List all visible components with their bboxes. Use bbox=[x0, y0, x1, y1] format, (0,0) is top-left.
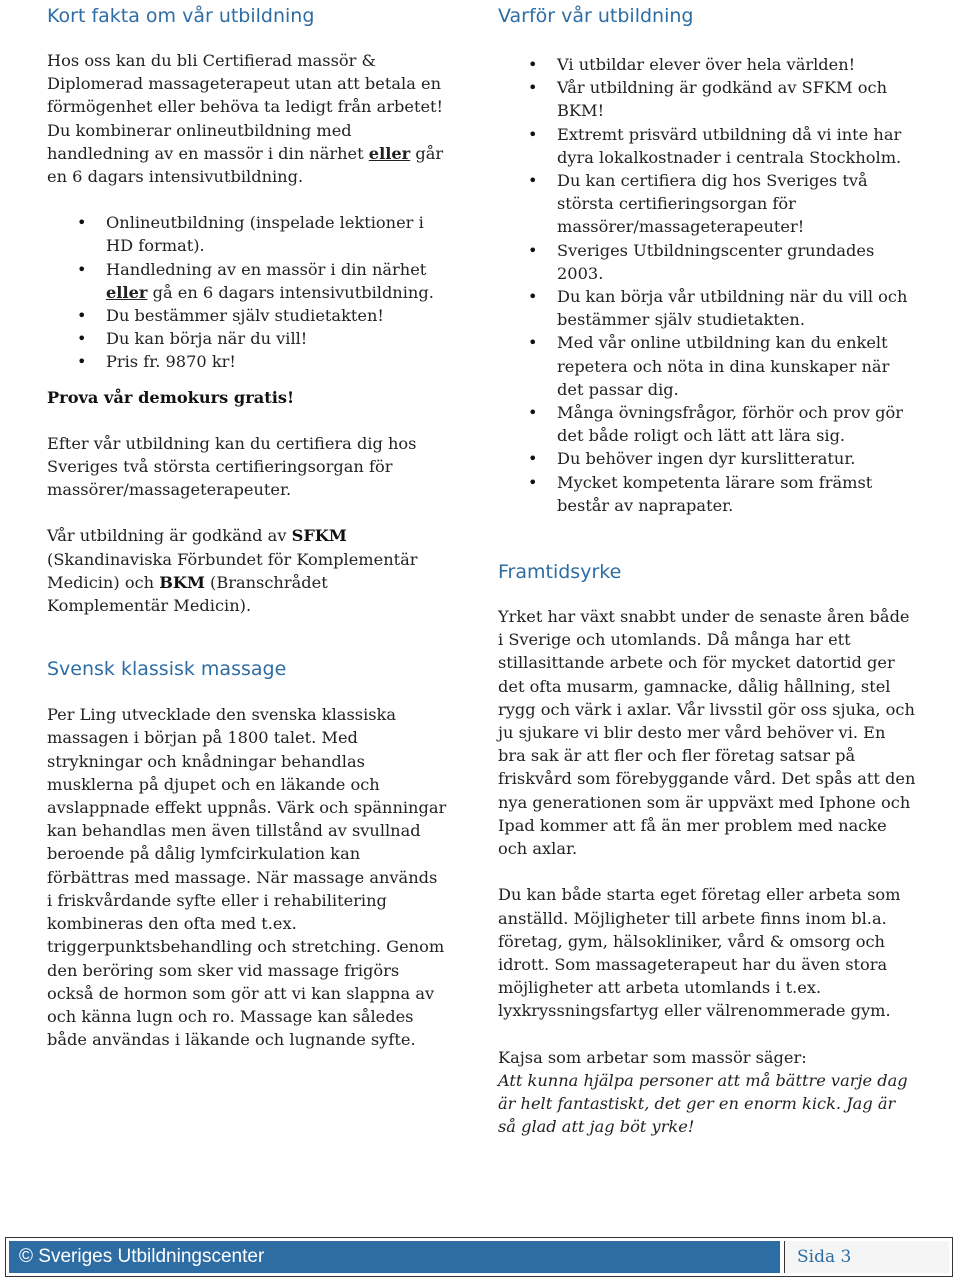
reasons-list bbox=[498, 53, 918, 517]
list-item: • Många övningsfrågor, förhör och prov gör det både roligt och lätt att lära sig. bbox=[498, 401, 918, 447]
list-item: • Du kan börja när du vill! bbox=[47, 327, 447, 350]
footer-copyright: © Sveriges Utbildningscenter bbox=[9, 1241, 780, 1273]
list-item: • Pris fr. 9870 kr! bbox=[47, 350, 447, 373]
massage-paragraph: Per Ling utvecklade den svenska klassiska massagen i början på 1800 talet. Med strykningar och knådningar behandlas musklerna på djupet och en läkande och avslappnade effekt uppnås. Värk och spänningar kan behandlas men även tillstånd av svullnad beroende på dålig lymfcirkulation kan förbättras med massage. När massage används i friskvårdande syfte eller i rehabilitering kombineras den ofta med t.ex. triggerpunktsbehandling och stretching. Genom den beröring som sker vid massage frigörs också de hormon som gör att vi kan slappna av och känna lugn och ro. Massage kan således både användas i läkande och lugnande syfte. bbox=[47, 705, 447, 1050]
page-footer bbox=[5, 1237, 953, 1277]
list-item: • Med vår online utbildning kan du enkelt repetera och nöta in dina kunskaper när det passar dig. bbox=[498, 331, 918, 401]
intro-eller: eller bbox=[368, 143, 411, 163]
list-item: • Extremt prisvärd utbildning då vi inte har dyra lokalkostnader i centrala Stockholm. bbox=[498, 123, 918, 169]
list-item: • Du kan certifiera dig hos Sveriges två största certifieringsorgan för massörer/massageterapeuter! bbox=[498, 169, 918, 239]
list-item: • Du kan börja vår utbildning när du vill och bestämmer själv studietakten. bbox=[498, 285, 918, 331]
list-item: • Vår utbildning är godkänd av SFKM och BKM! bbox=[498, 76, 918, 122]
testimonial-quote: Att kunna hjälpa personer att må bättre varje dag är helt fantastiskt, det ger en enorm kick. Jag är så glad att jag böt yrke! bbox=[498, 1070, 908, 1137]
future-paragraph-2: Du kan både starta eget företag eller arbeta som anställd. Möjligheter till arbete finns inom bl.a. företag, gym, hälsokliniker, vård & omsorg och idrott. Som massageterapeut har du även stora möjligheter att arbeta utomlands i t.ex. lyxkryssningsfartyg eller välrenommerade gym. bbox=[498, 885, 901, 1021]
left-column bbox=[47, 0, 447, 1051]
future-paragraph-1: Yrket har växt snabbt under de senaste åren både i Sverige och utomlands. Då många har ett stillasittande arbete och för mycket datortid ger det ofta musarm, gamnacke, dålig hållning, stel rygg och värk i axlar. Vår livsstil gör oss sjuka, och ju sjukare vi blir desto mer vård behöver vi. En bra sak är att fler och fler företag satsar på friskvård som förebyggande vård. Det spås att den nya generationen som är uppväxt med Iphone och Ipad kommer att få än mer problem med nacke och axlar. bbox=[498, 607, 916, 859]
heading-varfor: Varför vår utbildning bbox=[498, 5, 694, 27]
quote-intro: Kajsa som arbetar som massör säger: bbox=[498, 1047, 807, 1067]
list-item: • Du bestämmer själv studietakten! bbox=[47, 304, 447, 327]
intro-paragraph: Hos oss kan du bli Certifierad massör & Diplomerad massageterapeut utan att betala en förmögenhet eller behöva ta ledigt från arbetet! Du kombinerar onlineutbildning med handledning av en massör i din närhet eller går en 6 dagars intensivutbildning. bbox=[47, 51, 444, 187]
right-column bbox=[498, 0, 918, 1138]
footer-page-number: Sida 3 bbox=[784, 1241, 949, 1273]
demo-course-callout: Prova vår demokurs gratis! bbox=[47, 387, 295, 407]
heading-svensk-massage: Svensk klassisk massage bbox=[47, 658, 287, 681]
list-item: • Du behöver ingen dyr kurslitteratur. bbox=[498, 447, 918, 470]
list-item: • Handledning av en massör i din närhet eller gå en 6 dagars intensivutbildning. bbox=[47, 258, 447, 304]
list-item: • Sveriges Utbildningscenter grundades 2003. bbox=[498, 239, 918, 285]
list-item: • Onlineutbildning (inspelade lektioner i HD format). bbox=[47, 211, 447, 257]
approval-paragraph: Vår utbildning är godkänd av SFKM (Skandinaviska Förbundet för Komplementär Medicin) och BKM (Branschrådet Komplementär Medicin). bbox=[47, 526, 418, 616]
list-item: • Vi utbildar elever över hela världen! bbox=[498, 53, 918, 76]
list-item: • Mycket kompetenta lärare som främst består av naprapater. bbox=[498, 471, 918, 517]
heading-kort-fakta: Kort fakta om vår utbildning bbox=[47, 5, 315, 27]
fact-list bbox=[47, 211, 447, 373]
certification-paragraph: Efter vår utbildning kan du certifiera dig hos Sveriges två största certifieringsorgan för massörer/massageterapeuter. bbox=[47, 433, 417, 500]
heading-framtidsyrke: Framtidsyrke bbox=[498, 561, 622, 584]
